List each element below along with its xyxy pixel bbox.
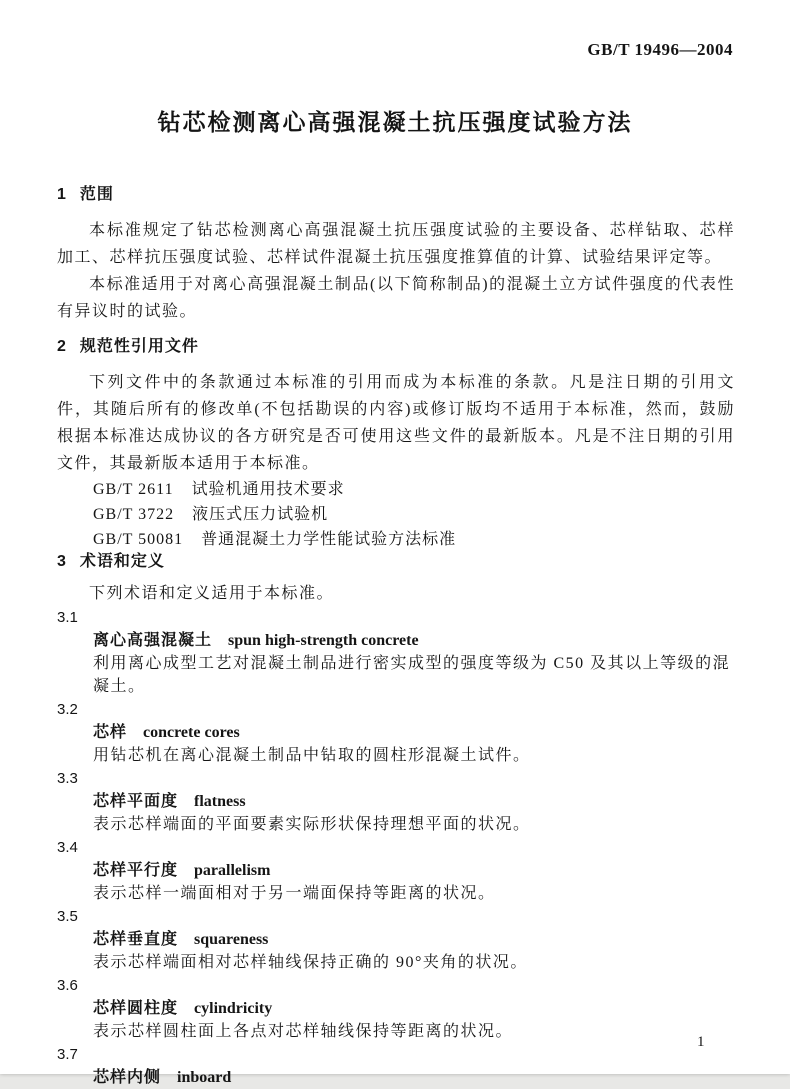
document-title: 钻芯检测离心高强混凝土抗压强度试验方法 — [157, 109, 633, 135]
section-terms-definitions — [57, 552, 735, 1089]
term-entry-3-7 — [57, 1043, 735, 1089]
term-name-zh: 芯样 — [93, 724, 128, 741]
terms-intro: 下列术语和定义适用于本标准。 — [89, 585, 335, 602]
term-name — [57, 859, 735, 882]
term-name-zh: 芯样平面度 — [93, 793, 179, 810]
section-scope-heading — [57, 185, 735, 205]
term-entry-3-6 — [57, 974, 735, 1043]
section-number: 3 — [57, 553, 66, 570]
term-name — [57, 721, 735, 744]
term-definition: 表示芯样一端面相对于另一端面保持等距离的状况。 — [93, 885, 496, 902]
term-definition: 表示芯样圆柱面上各点对芯样轴线保持等距离的状况。 — [93, 1023, 514, 1040]
term-entry-3-2 — [57, 698, 735, 767]
term-name-zh: 芯样内侧 — [93, 1069, 162, 1086]
normative-references-paragraph: 下列文件中的条款通过本标准的引用而成为本标准的条款。凡是注日期的引用文件，其随后所有的修改单(不包括勘误的内容)或修订版均不适用于本标准，然而，鼓励根据本标准达成协议的各方研究是否可使用这些文件的最新版本。凡是不注日期的引用文件，其最新版本适用于本标准。 — [57, 374, 735, 472]
term-name — [57, 928, 735, 951]
term-name-en: concrete cores — [143, 724, 240, 741]
term-name-en: squareness — [194, 931, 269, 948]
term-name — [57, 997, 735, 1020]
section-heading-text: 术语和定义 — [79, 553, 165, 570]
term-name — [57, 629, 735, 652]
reference-title: 试验机通用技术要求 — [191, 481, 345, 498]
reference-title: 普通混凝土力学性能试验方法标准 — [201, 531, 457, 548]
reference-code: GB/T 2611 — [93, 481, 174, 498]
term-name-en: flatness — [194, 793, 246, 810]
scope-paragraph-1: 本标准规定了钻芯检测离心高强混凝土抗压强度试验的主要设备、芯样钻取、芯样加工、芯样抗压强度试验、芯样试件混凝土抗压强度推算值的计算、试验结果评定等。 — [57, 222, 735, 266]
term-definition: 表示芯样端面相对芯样轴线保持正确的 90°夹角的状况。 — [93, 954, 528, 971]
term-number: 3.6 — [57, 977, 78, 994]
term-name — [57, 1066, 735, 1089]
term-name-zh: 芯样平行度 — [93, 862, 179, 879]
section-number: 1 — [57, 186, 66, 203]
reference-code: GB/T 3722 — [93, 506, 175, 523]
section-heading-text: 规范性引用文件 — [79, 338, 199, 355]
section-normative-references-heading — [57, 337, 735, 357]
term-number: 3.1 — [57, 609, 78, 626]
reference-title: 液压式压力试验机 — [192, 506, 329, 523]
term-definition: 表示芯样端面的平面要素实际形状保持理想平面的状况。 — [93, 816, 531, 833]
reference-list — [57, 477, 735, 552]
term-name-en: parallelism — [194, 862, 271, 879]
term-number: 3.3 — [57, 770, 78, 787]
term-entry-3-1 — [57, 606, 735, 698]
term-name-en: cylindricity — [194, 1000, 273, 1017]
reference-code: GB/T 50081 — [93, 531, 184, 548]
page-number: 1 — [697, 1034, 705, 1050]
section-terms-definitions-heading — [57, 552, 735, 572]
scope-paragraph-2: 本标准适用于对离心高强混凝土制品(以下简称制品)的混凝土立方试件强度的代表性有异议时的试验。 — [57, 276, 735, 320]
standard-number: GB/T 19496—2004 — [587, 40, 733, 59]
term-name-zh: 离心高强混凝土 — [93, 632, 213, 649]
reference-item — [93, 527, 735, 552]
term-entry-3-5 — [57, 905, 735, 974]
reference-item — [93, 502, 735, 527]
term-number: 3.7 — [57, 1046, 78, 1063]
term-name — [57, 790, 735, 813]
section-heading-text: 范围 — [79, 186, 114, 203]
term-name-zh: 芯样垂直度 — [93, 931, 179, 948]
term-entry-3-4 — [57, 836, 735, 905]
section-number: 2 — [57, 338, 66, 355]
term-name-zh: 芯样圆柱度 — [93, 1000, 179, 1017]
section-normative-references — [57, 337, 735, 552]
page-content — [57, 185, 735, 1089]
term-number: 3.2 — [57, 701, 78, 718]
term-definition: 利用离心成型工艺对混凝土制品进行密实成型的强度等级为 C50 及其以上等级的混凝土。 — [93, 655, 731, 695]
term-number: 3.5 — [57, 908, 78, 925]
reference-item — [93, 477, 735, 502]
section-scope — [57, 185, 735, 325]
term-entry-3-3 — [57, 767, 735, 836]
term-number: 3.4 — [57, 839, 78, 856]
term-name-en: spun high-strength concrete — [228, 632, 419, 649]
term-definition: 用钻芯机在离心混凝土制品中钻取的圆柱形混凝土试件。 — [93, 747, 531, 764]
term-name-en: inboard — [177, 1069, 232, 1086]
